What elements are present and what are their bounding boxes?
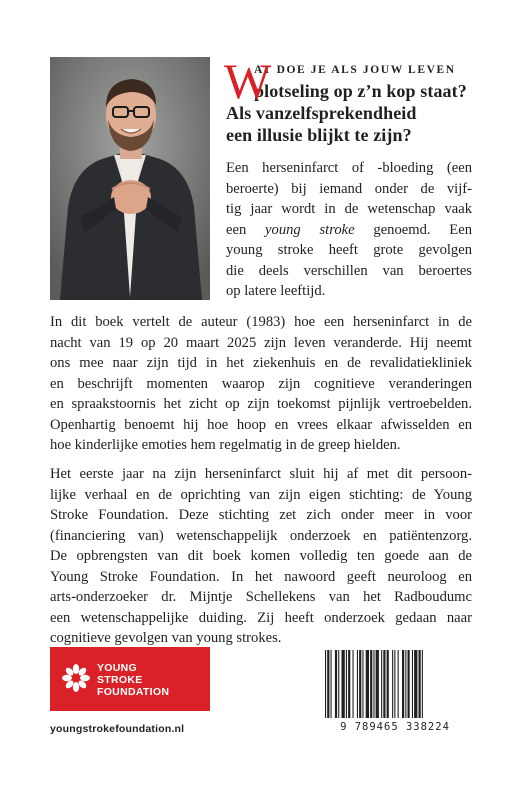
- flower-icon: [61, 663, 91, 693]
- intro-line: die deels verschillen van beroertes: [226, 262, 472, 279]
- intro-text: genoemd. Een: [373, 221, 472, 238]
- barcode-bar: [327, 650, 329, 718]
- intro-line: op latere leeftijd.: [226, 283, 326, 299]
- barcode-bar: [359, 650, 361, 718]
- barcode-bar: [408, 650, 410, 718]
- barcode-bar: [357, 650, 358, 718]
- paragraph-line: hoe kinderlijke emoties hem regelmatig in de greep hielden.: [50, 437, 401, 453]
- barcode-bar: [362, 650, 363, 718]
- paragraph-line: lijke verhaal en de oprichting van zijn eigen stichting: de Young: [50, 486, 472, 503]
- intro-emphasis: young stroke: [265, 221, 355, 238]
- intro-line: [226, 220, 472, 241]
- logo-text: [97, 662, 169, 698]
- headline-line-4: een illusie blijkt te zijn?: [226, 125, 412, 145]
- headline-line-1: AT DOE JE ALS JOUW LEVEN: [254, 64, 456, 76]
- barcode-bar: [331, 650, 332, 718]
- barcode-bar: [422, 650, 423, 718]
- logo-line: YOUNG: [97, 662, 138, 674]
- young-stroke-foundation-logo: [50, 647, 210, 711]
- intro-paragraph: [226, 158, 472, 302]
- barcode: [319, 648, 471, 748]
- barcode-bar: [398, 650, 399, 718]
- intro-line: tig jaar wordt in de wetenschap vaak: [226, 201, 472, 217]
- paragraph-line: en beschrijft momenten waarop zijn cognitieve veranderingen: [50, 375, 472, 392]
- paragraph-line: Openhartig benoemt hij hoe hoop en vrees elkaar afwisselden en: [50, 416, 472, 433]
- barcode-bar: [402, 650, 404, 718]
- paragraph-line: nacht van 19 op 20 maart 2025 zijn leven veranderde. Hij neemt: [50, 334, 472, 351]
- barcode-bar: [348, 650, 350, 718]
- paragraph-line: cognitieve gevolgen van young strokes.: [50, 630, 282, 646]
- paragraph-line: De opbrengsten van dit boek komen volledig ten goede aan de: [50, 548, 472, 564]
- intro-line: young stroke heeft grote gevolgen: [226, 242, 472, 258]
- logo-line: FOUNDATION: [97, 686, 170, 698]
- barcode-bar: [381, 650, 382, 718]
- headline-line-3: Als vanzelfsprekendheid: [226, 103, 417, 123]
- barcode-bar: [387, 650, 389, 718]
- paragraph-line: Stroke Foundation. Deze stichting zet zich onder meer in voor: [50, 507, 472, 523]
- intro-line: Een herseninfarct of -bloeding (een: [226, 160, 472, 176]
- paragraph-line: en spraakstoornis het zicht op zijn toekomst pijnlijk vertroebelden.: [50, 396, 472, 412]
- barcode-bar: [370, 650, 372, 718]
- dropcap-letter: W: [224, 53, 272, 109]
- barcode-bar: [346, 650, 347, 718]
- barcode-bar: [383, 650, 385, 718]
- website-link[interactable]: youngstrokefoundation.nl: [50, 723, 185, 735]
- paragraph-line: arts-onderzoeker dr. Mijntje Schellekens van het Radboudumc: [50, 589, 472, 605]
- barcode-bar: [392, 650, 393, 718]
- paragraph-1: [50, 312, 472, 456]
- paragraph-line: In dit boek vertelt de auteur (1983) hoe een herseninfarct in de: [50, 314, 472, 330]
- paragraph-line: Het eerste jaar na zijn herseninfarct sluit hij af met dit persoon-: [50, 466, 472, 482]
- barcode-bar: [338, 650, 339, 718]
- barcode-bar: [342, 650, 345, 718]
- logo-line: STROKE: [97, 674, 143, 686]
- barcode-bar: [325, 650, 326, 718]
- paragraph-line: (financiering van) wetenschappelijk onderzoek en patiëntenzorg.: [50, 527, 472, 544]
- barcode-bar: [373, 650, 374, 718]
- headline-line-2: plotseling op z’n kop staat?: [254, 81, 467, 101]
- barcode-bar: [376, 650, 379, 718]
- paragraph-line: een wetenschappelijke duiding. Zij heeft onderzoek gedaan naar: [50, 609, 472, 626]
- paragraph-line: Young Stroke Foundation. In het nawoord geeft neuroloog en: [50, 568, 472, 585]
- barcode-bar: [405, 650, 406, 718]
- barcode-bar: [414, 650, 417, 718]
- barcode-bar: [412, 650, 413, 718]
- barcode-bar: [366, 650, 369, 718]
- author-photo: [50, 57, 210, 300]
- headline: [224, 53, 470, 146]
- paragraph-line: ons mee naar zijn tijd in het ziekenhuis en de revalidatiekliniek: [50, 355, 472, 371]
- isbn-number: 9 789465 338224: [319, 721, 471, 733]
- intro-text: een: [226, 221, 247, 238]
- barcode-bar: [353, 650, 354, 718]
- barcode-bar: [419, 650, 421, 718]
- paragraph-2: [50, 464, 472, 649]
- barcode-bar: [335, 650, 337, 718]
- barcode-bar: [394, 650, 395, 718]
- barcode-bars: [319, 648, 471, 720]
- intro-line: beroerte) bij iemand onder de vijf-: [226, 180, 472, 197]
